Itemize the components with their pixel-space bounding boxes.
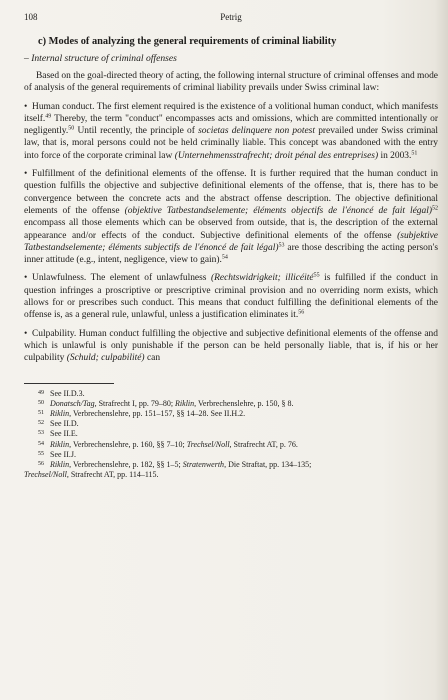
footnote-51 [24,409,438,419]
footnote-text: See II.E. [50,429,78,439]
footnote-54 [24,440,438,450]
footnote-number: 53 [38,430,44,437]
footnote-text: Riklin, Verbrechenslehre, p. 160, §§ 7–10; Trechsel/Noll, Strafrecht AT, p. 76. [50,439,298,449]
footnote-text: See II.J. [50,449,76,459]
footnote-ref: 54 [221,254,228,261]
footnote-text: See II.D. [50,419,79,429]
footnote-55 [24,450,438,460]
bullet-unlawfulness: • Unlawfulness. The element of unlawfulness (Rechtswidrigkeit; illicéité$^{55}$ is fulfilled if the conduct in question infringes a proscriptive or prescriptive criminal provision and no overriding norm exists, which allows for or prescribes such conduct. This means that conduct fulfilling the definitional elements of the offense is, as a general rule, unlawful, unless a justification eliminates it.$^{56}$ [24,272,439,321]
bullet-mark: • [24,328,28,339]
footnote-number: 49 [38,389,44,396]
footnote-number: 54 [38,440,44,447]
footnote-text: Riklin, Verbrechenslehre, pp. 151–157, §§ 14–28. See II.H.2. [50,408,246,418]
footnote-56-continued: Trechsel/Noll, Strafrecht AT, pp. 114–115. [24,470,159,480]
footnote-number: 50 [38,399,44,406]
footnote-text: See II.D.3. [50,388,85,398]
footnote-56 [24,460,438,470]
bullet-fulfillment: • Fulfillment of the definitional elements of the offense. It is further required that the human conduct in question fulfills the objective and subjective definitional elements of the offense, that is, there has to be convergence between the concrete acts and the abstract offense description. The objective definitional elements of the offense (objektive Tatbestandselemente; éléments objectifs de l'énoncé de fait légal)$^{52}$ encompass all those elements which can be observed from outside, that is, the description of the external appearance and/or effects of the conduct. Subjective definitional elements of the offense (subjektive Tatbestandselemente; éléments subjectifs de l'énoncé de fait légal)$^{53}$ are those describing the acting person's inner attitude (e.g., intent, negligence, view to gain).$^{54}$ [24,169,438,266]
footnote-52 [24,419,438,429]
footnote-text: Donatsch/Tag, Strafrecht I, pp. 79–80; Riklin, Verbrechenslehre, p. 150, § 8. [50,398,294,408]
bullet-mark: • [24,101,28,112]
footnote-number: 51 [38,409,44,416]
footnote-number: 52 [38,420,44,427]
footnote-ref: 51 [411,150,418,157]
footnote-number: 56 [38,460,44,467]
bullet-culpability: • Culpability. Human conduct fulfilling the objective and subjective definitional elements of the offense and which is unlawful is only punishable if the person can be held personally liable, that is, if his or her culpability (Schuld; culpabilité) can [24,328,438,364]
footnote-ref: 55 [313,272,320,279]
footnotes [24,389,438,481]
bullet-mark: • [24,273,28,284]
page-number: 108 [24,12,38,22]
running-title: Petrig [220,12,242,22]
footnote-ref: 53 [278,242,285,249]
footnote-ref: 52 [432,205,438,212]
footnote-rule [24,383,114,384]
subheading: – Internal structure of criminal offenses [24,53,177,64]
footnote-ref: 50 [68,125,75,132]
running-head [24,12,438,26]
footnote-number: 55 [38,450,44,457]
footnote-ref: 56 [298,309,305,316]
intro-paragraph: Based on the goal-directed theory of acting, the following internal structure of criminal offenses and mode of analysis of the general requirements of criminal liability prevails under Swiss criminal law: [24,71,438,94]
footnote-53 [24,429,438,439]
bullet-mark: • [24,169,28,180]
footnote-text: Riklin, Verbrechenslehre, p. 182, §§ 1–5; Stratenwerth, Die Straftat, pp. 134–135; [50,459,312,469]
footnote-49 [24,389,438,399]
footnote-50 [24,399,438,409]
section-heading: c) Modes of analyzing the general requirements of criminal liability [38,36,337,47]
footnote-ref: 49 [45,113,52,120]
bullet-human-conduct: • Human conduct. The first element required is the existence of a volitional human conduct, which manifests itself.$^{49}$ Thereby, the term "conduct" encompasses acts and omissions, which are committed intentionally or negligently.$^{50}$ Until recently, the principle of societas delinquere non potest prevailed under Swiss criminal law, that is, moral persons could not be held criminally liable. This concept was abandoned with the entry into force of the corporate criminal law (Unternehmensstrafrecht; droit pénal des entreprises) in 2003.51 [24,101,438,161]
